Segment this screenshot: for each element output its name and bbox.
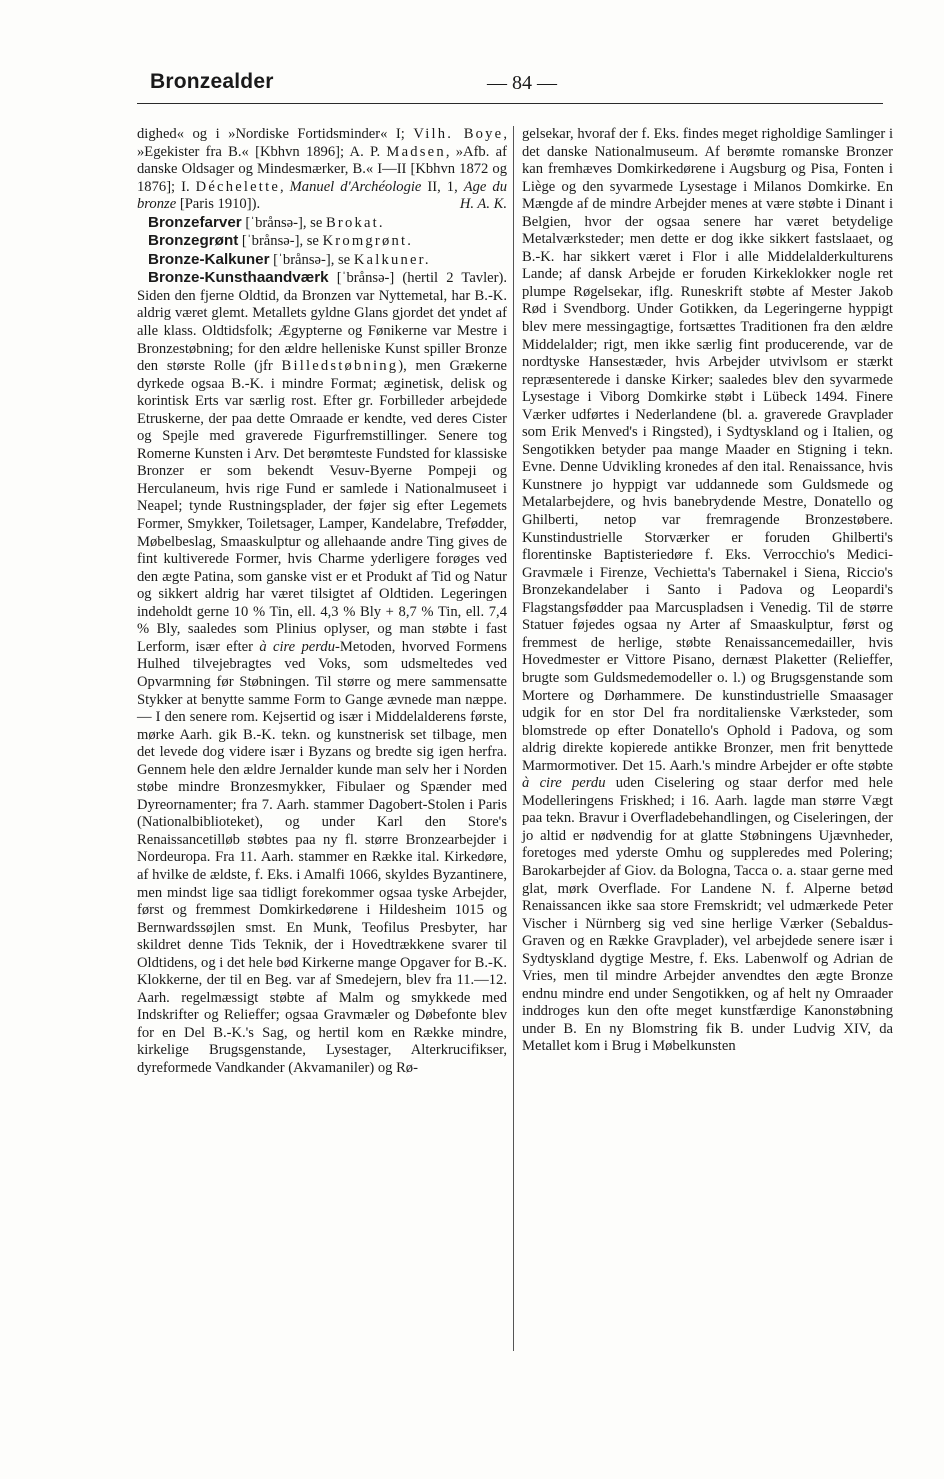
cross-reference: Kalkuner. [353,251,431,268]
headword: Bronze-Kunsthaandværk [148,269,329,287]
entry-bronze-kunsthaandvaerk: Bronze-Kunsthaandværk [ˈbrånsə-] (hertil 2 Tavler). Siden den fjerne Oldtid, da Bronzen var Nyttemetal, har B.-K. aldrig været glemt. Metallets gyldne Glans gjordet det yndet af alle klass. Oldtidsfolk; Ægypterne og Fønikerne var Mestre i Bronzestøbning; for den ældre helleniske Kunst spiller Bronze den største Rolle (jfr Billedstøbning), men Grækerne dyrkede ogsaa B.-K. i mindre Format; æginetisk, delisk og korintisk Erts var særlig rost. Efter gr. Forbilleder arbejdede Etruskerne, der paa dette Omraade er kendte, ved deres Cister og Spejle med graverede Figurfremstillinger. Senere tog Romerne Kunsten i Arv. Det berømteste Fundsted for klassiske Bronzer er som bekendt Vesuv-Byerne Pompeji og Herculaneum, hvis rige Fund er samlede i Nationalmuseet i Neapel; tynde Rustningsplader, der føjer sig efter Legemets Former, Smykker, Toiletsager, Lamper, Kandelabre, Trefødder, Møbelbeslag, Smaaskulptur og allehaande andre Ting gives de fint kultiverede Former, hvis Charme yderligere forøges ved den ægte Patina, som ganske vist er et Produkt af Tid og Natur og sikkert aldrig har været tilsigtet af Oldtiden. Legeringen indeholdt gerne 10 % Tin, ell. 4,3 % Bly + 8,7 % Tin, ell. 7,4 % Bly, saaledes som Plinius oplyser, og man støbte i fast Lerform, især efter à cire perdu-Metoden, hvorved Formens Hulhed tilvejebragtes ved Voks, som udsmeltedes ved Opvarmning før Støbningen. Til større og mere sammensatte Stykker at benytte samme Form to Gange ævnede man næppe. — I den senere rom. Kejsertid og især i Middelalderens første, mørke Aarh. gik B.-K. tekn. og kunstnerisk set tilbage, men det levede dog videre især i Byzans og bredte sig igen herfra. Gennem hele den ældre Jernalder kunde man selv her i Norden støbe mindre Bronzesmykker, Fibulaer og Spænder med Dyreornamenter; fra 7. Aarh. stammer Dagobert-Stolen i Paris (Nationalbiblioteket), og under Karl den Store's Renaissancetilløb støbtes paa ny fl. større Bronzearbejder i Nordeuropa. Fra 11. Aarh. stammer en Række ital. Kirkedøre, af hvilke de ældste, f. Eks. i Amalfi 1066, skyldes Byzantinere, men mindst lige saa tidligt forekommer ogsaa tyske Arbejder, først og fremmest Domkirkedørene i Hildesheim 1015 og Bernwardssøjlen smst. En Munk, Teofilus Presbyter, har skildret denne Tids Teknik, der i Hovedtrækkene svarer til Oldtidens, og i det hele bød Kirkerne mange Opgaver for B.-K. Klokkerne, der til en Beg. var af Smedejern, blev fra 11.—12. Aarh. regelmæssigt støbte af Malm og smykkede med Indskrifter og Relieffer; ogsaa Gravmæler og Døbefonte blev for en Del B.-K.'s Sag, og hertil kom en Række mindre, kirkelige Brugsgenstande, Lysestager, Alterkrucifikser, dyreformede Vandkander (Akvamaniler) og Rø- [137,269,508,1076]
cross-reference: Kromgrønt. [322,233,414,250]
headword: Bronzefarver [148,213,242,231]
entry-bronze-kalkuner: Bronze-Kalkuner [ˈbrånsə-], se Kalkuner. [148,250,431,268]
entry-bronzegront: Bronzegrønt [ˈbrånsə-], se Kromgrønt. [148,232,414,250]
column-divider [513,126,514,1351]
entry-bronzealder-continuation: dighed« og i »Nordiske Fortidsminder« I; Vilh. Boye, »Egekister fra B.« [Kbhvn 1896]; A. P. Madsen, »Afb. af danske Oldsager og Mindesmærker, B.« I—II [Kbhvn 1872 og 1876]; I. Déchelette, Manuel d'Archéologie II, 1, Age du bronze [Paris 1910]). H. A. K. [137,126,507,213]
page-number: — 84 — [487,72,557,94]
left-column [137,126,507,1078]
cross-reference: Billedstøbning [281,358,399,375]
author-signature: H. A. K. [459,196,507,213]
right-column [522,126,893,1056]
entry-bronzefarver: Bronzefarver [ˈbrånsə-], se Brokat. [148,213,385,231]
running-head-word: Bronzealder [150,70,274,93]
cross-reference: Brokat. [325,214,385,231]
header-rule [137,103,883,104]
entry-bronze-kunsthaandvaerk-continued: gelsekar, hvoraf der f. Eks. findes meget righoldige Samlinger i det danske Nationalmuseum. Af berømte romanske Bronzer kan fremhæves Domkirkedørene i Augsburg og Pisa, Fonten i Liège og den syvarmede Lysestage i Milanos Domkirke. En Mængde af de mindre Arbejder menes at være støbte i Dinant i Belgien, hvor der ogsaa senere har været betydelige Metalværksteder; men dette er dog ikke sikkert fastslaaet, og B.-K. har sikkert været i Flor i alle Middelalderkulturens Lande; af dansk Arbejde er foruden Kirkeklokker nogle ret plumpe Røgelsekar, iflg. Runeskrift støbte af Mester Jakob Rød i Svendborg. Under Gotikken, da Legeringerne hyppigt blev mere messingagtige, fortsættes Traditionen fra den ældre Middelalder; rigt, men ikke særlig fint producerende, var de nordtyske Hansestæder, hvis Arbejder utvivlsom er stærkt repræsenterede i danske Kirker; saaledes blev den syvarmede Lysestage i Viborg Domkirke støbt i Lübeck 1494. Finere Værker udførtes i Nederlandene (bl. a. graverede Gravplader som Erik Menved's i Ringsted), i Sydtyskland og i Italien, og Sengotikken betyder paa mange Maader en Stigning i tekn. Evne. Denne Udvikling kronedes af den ital. Renaissance, hvis Kunstnere jo hyppigt var uddannede som Guldsmede og Metalarbejdere, og hvis banebrydende Mestre, Donatello og Ghilberti, netop var fremragende Bronzestøbere. Kunstindustrielle Storværker er foruden Ghilberti's florentinske Baptisteriedøre f. Eks. Verrocchio's Medici-Gravmæle i Firenze, Vechietta's Tabernakel i Siena, Riccio's Bronzekandelaber i Santo i Padova og Leopardi's Flagstangsfødder paa Marcuspladsen i Venedig. Til de større Statuer føjedes ogsaa ny Arter af Smaaskulptur, først og fremmest de herlige, støbte Renaissancemedailler, hvis Hovedmester er Vittore Pisano, dernæst Plaketter (Relieffer, brugte som Guldsmedemodeller o. l.) og Brugsgenstande som Mortere og Dørhammere. De kunstindustrielle Smaasager udgik for en stor Del fra norditalienske Værksteder, som blomstrede op efter Donatello's Ophold i Padova, og som aldrig direkte kopierede antikke Bronzer, men frit benyttede Marmormotiver. Det 15. Aarh.'s mindre Arbejder er ofte støbte à cire perdu uden Ciselering og staar derfor med hele Modelleringens Friskhed; i 16. Aarh. lagde man større Vægt paa tekn. Bravur i Overfladebehandlingen, og Ciseleringen, der jo altid er nødvendig for at glatte Støbningens Ujævnheder, foretoges med yderste Omhu og suppleredes med Polering; Barokarbejder af Giov. da Bologna, Tacca o. a. staar gerne med glat, mørk Overflade. For Landene N. f. Alperne betød Renaissancen ikke saa store Fremskridt; vel udmærkede Peter Vischer i Nürnberg sig ved sine herlige Værker (Sebaldus-Graven og en Række Gravplader), vel arbejdede senere især i Sydtyskland dygtige Mestre, f. Eks. Labenwolf og Adrian de Vries, men til mindre Arbejder anvendtes den ægte Bronze endnu mindre end under Sengotikken, og af helt ny Omraader inddroges kun den ofte meget kunstfærdige Kanonstøbning under B. En ny Blomstring fik B. under Ludvig XIV, da Metallet kom i Brug i Møbelkunsten [522,126,893,1055]
headword: Bronzegrønt [148,232,239,250]
headword: Bronze-Kalkuner [148,250,270,268]
